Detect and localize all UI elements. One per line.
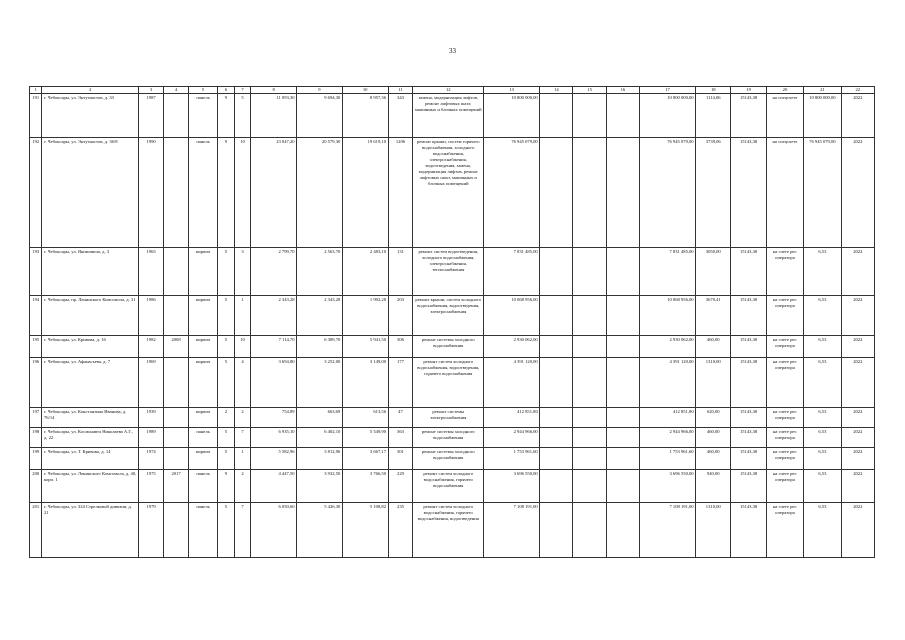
cell-e3 [606,137,639,247]
cell-en: 2 [234,469,251,502]
cell-ppl: 306 [388,335,413,357]
cell-y2 [164,407,189,427]
header-cell-18: 18 [696,87,731,94]
cell-y1: 1987 [139,93,164,137]
cell-a3: 3 766,50 [342,469,388,502]
cell-y1: 1986 [139,295,164,335]
cell-work: ремонт систем водоотведения, холодного водоснабжения, электроснабжения, теплоснабжения [413,247,484,295]
cell-c21: 6,53 [804,502,841,557]
cell-en: 10 [234,335,251,357]
cell-a3: 3 667,17 [342,447,388,469]
cell-c21: 6,53 [804,469,841,502]
cell-en: 5 [234,93,251,137]
cell-e1 [540,469,573,502]
cell-c18: 460,00 [696,427,731,447]
cell-ppl: 229 [388,469,413,502]
table-row [30,247,875,295]
cell-mat: кирпич [189,447,218,469]
cell-a2: 2 563,70 [297,247,343,295]
cell-fl: 5 [218,427,235,447]
cell-c18: 1310,00 [696,357,731,407]
header-cell-13: 13 [484,87,540,94]
cell-c19: 15143,38 [731,502,766,557]
cell-c22: 2022 [841,335,874,357]
cell-c20: на счете рег. оператора [766,357,803,407]
cell-c20: на спецсчете [766,93,803,137]
cell-a1: 5 582,96 [251,447,297,469]
cell-addr: г. Чебоксары, ул. Афанасьева, д. 7 [42,357,139,407]
table-row [30,469,875,502]
header-cell-5: 5 [189,87,218,94]
header-cell-8: 8 [251,87,297,94]
cell-c22: 2022 [841,447,874,469]
header-cell-22: 22 [841,87,874,94]
cell-en: 4 [234,357,251,407]
cell-addr: г. Чебоксары, пр. Ленинского Комсомола, д. 31 [42,295,139,335]
cell-e3 [606,357,639,407]
cell-e2 [573,447,606,469]
header-cell-7: 7 [234,87,251,94]
cell-c18: 940,00 [696,469,731,502]
cell-mat: кирпич [189,295,218,335]
cell-addr: г. Чебоксары, ул. Кривова, д. 16 [42,335,139,357]
cell-c21: 6,53 [804,407,841,427]
cell-y2 [164,502,189,557]
cell-c19: 15143,38 [731,247,766,295]
cell-y1: 1990 [139,137,164,247]
table-body [30,93,875,557]
header-cell-11: 11 [388,87,413,94]
cell-y2 [164,357,189,407]
header-cell-10: 10 [342,87,388,94]
cell-c19: 15143,38 [731,357,766,407]
cell-en: 7 [234,502,251,557]
cell-y1: 1974 [139,447,164,469]
table-row [30,93,875,137]
cell-n: 198 [30,427,42,447]
cell-n: 191 [30,93,42,137]
cell-work: замена, модернизация лифтов, ремонт лифтовых шахт, машинных и блочных помещений [413,93,484,137]
cell-a3: 8 957,36 [342,93,388,137]
table-row [30,137,875,247]
cell-c22: 2022 [841,407,874,427]
cell-mat: кирпич [189,247,218,295]
cell-a2: 9 694,30 [297,93,343,137]
cell-c17: 2 930 062,00 [639,335,695,357]
cell-a1: 23 047,20 [251,137,297,247]
cell-e3 [606,93,639,137]
cell-c22: 2022 [841,357,874,407]
capital-repair-table [29,86,875,558]
cell-y2 [164,137,189,247]
cell-cost: 2 944 966,00 [484,427,540,447]
cell-c18: 1114,06 [696,93,731,137]
cell-y2 [164,247,189,295]
cell-e2 [573,137,606,247]
header-cell-15: 15 [573,87,606,94]
cell-fl: 2 [218,407,235,427]
cell-c22: 2022 [841,295,874,335]
cell-cost: 10 068 956,00 [484,295,540,335]
cell-a1: 4 447,50 [251,469,297,502]
cell-c17: 76 945 079,00 [639,137,695,247]
cell-mat: кирпич [189,335,218,357]
cell-n: 196 [30,357,42,407]
cell-a2: 663,69 [297,407,343,427]
cell-addr: г. Чебоксары, ул. Энтузиастов, д. 36/8 [42,137,139,247]
cell-c22: 2022 [841,427,874,447]
cell-e3 [606,447,639,469]
cell-n: 195 [30,335,42,357]
cell-fl: 5 [218,357,235,407]
cell-c19: 15143,38 [731,447,766,469]
cell-work: ремонт крыши, систем холодного водоснабжения, водоотведения, электроснабжения [413,295,484,335]
table-row [30,335,875,357]
cell-c17: 1 753 961,60 [639,447,695,469]
cell-mat: панель [189,137,218,247]
cell-ppl: 1206 [388,137,413,247]
cell-a3: 3 149,00 [342,357,388,407]
header-cell-12: 12 [413,87,484,94]
cell-c18: 460,00 [696,335,731,357]
cell-ppl: 235 [388,502,413,557]
cell-c17: 412 851,80 [639,407,695,427]
cell-y2 [164,295,189,335]
header-cell-19: 19 [731,87,766,94]
cell-fl: 5 [218,295,235,335]
cell-cost: 7 831 485,00 [484,247,540,295]
cell-c18: 460,00 [696,447,731,469]
cell-a1: 6 935,10 [251,427,297,447]
cell-ppl: 301 [388,447,413,469]
cell-work: ремонт систем холодного водоснабжения, горячего водоснабжения [413,469,484,502]
cell-c19: 15143,38 [731,93,766,137]
cell-e1 [540,295,573,335]
cell-c20: на счете рег. оператора [766,335,803,357]
cell-n: 193 [30,247,42,295]
cell-e1 [540,93,573,137]
cell-addr: г. Чебоксары, ул. Константина Иванова, д. 76/14 [42,407,139,427]
header-cell-3: 3 [139,87,164,94]
cell-y1: 1965 [139,247,164,295]
cell-a3: 1 992,28 [342,295,388,335]
table-row [30,427,875,447]
header-cell-16: 16 [606,87,639,94]
cell-n: 199 [30,447,42,469]
cell-n: 194 [30,295,42,335]
cell-n: 201 [30,502,42,557]
cell-work: ремонт крыши, систем горячего водоснабжения, холодного водоснабжения, электроснабжения, водоотведения, замена, модернизация лифтов, ремонт лифтовых шахт, машинных и блочных помещений [413,137,484,247]
header-cell-21: 21 [804,87,841,94]
cell-c21: 6,53 [804,357,841,407]
cell-y2 [164,427,189,447]
cell-cost: 4 391 120,00 [484,357,540,407]
cell-a3: 5 108,82 [342,502,388,557]
cell-en: 1 [234,295,251,335]
cell-cost: 7 108 191,00 [484,502,540,557]
cell-fl: 5 [218,447,235,469]
cell-c17: 10 068 956,00 [639,295,695,335]
cell-fl: 9 [218,137,235,247]
cell-e3 [606,469,639,502]
cell-a1: 754,89 [251,407,297,427]
page-number: 33 [449,47,456,55]
cell-a2: 3 252,00 [297,357,343,407]
cell-e1 [540,427,573,447]
cell-addr: г. Чебоксары, ул. Якимовича, д. 3 [42,247,139,295]
cell-c22: 2022 [841,502,874,557]
cell-c19: 15143,38 [731,407,766,427]
cell-e2 [573,357,606,407]
cell-c22: 2022 [841,469,874,502]
cell-c21: 76 945 079,00 [804,137,841,247]
cell-c20: на счете рег. оператора [766,427,803,447]
cell-ppl: 363 [388,427,413,447]
cell-c19: 15143,38 [731,137,766,247]
cell-a2: 2 343,28 [297,295,343,335]
cell-work: ремонт системы электроснабжения [413,407,484,427]
cell-en: 7 [234,427,251,447]
cell-c18: 3670,41 [696,295,731,335]
cell-a3: 5 941,50 [342,335,388,357]
cell-e2 [573,469,606,502]
cell-a1: 2 799,70 [251,247,297,295]
cell-e3 [606,407,639,427]
cell-work: ремонт системы холодного водоснабжения [413,335,484,357]
cell-fl: 5 [218,335,235,357]
cell-c20: на счете рег. оператора [766,447,803,469]
cell-ppl: 47 [388,407,413,427]
header-cell-6: 6 [218,87,235,94]
cell-a2: 6 389,70 [297,335,343,357]
cell-a3: 2 483,10 [342,247,388,295]
cell-e1 [540,137,573,247]
cell-e2 [573,247,606,295]
cell-c21: 6,53 [804,427,841,447]
cell-addr: г. Чебоксары, ул. Энтузиастов, д. 33 [42,93,139,137]
cell-a1: 3 694,80 [251,357,297,407]
cell-c19: 15143,38 [731,427,766,447]
cell-c17: 7 831 485,00 [639,247,695,295]
cell-e3 [606,427,639,447]
cell-c21: 10 800 000,00 [804,93,841,137]
cell-cost: 1 753 961,60 [484,447,540,469]
cell-addr: г. Чебоксары, ул. Ленинского Комсомола, д. 40, корп. 1 [42,469,139,502]
cell-y2 [164,93,189,137]
cell-a2: 20 579,30 [297,137,343,247]
table-row [30,407,875,427]
cell-e2 [573,407,606,427]
cell-cost: 2 930 062,00 [484,335,540,357]
cell-a3: 5 549,90 [342,427,388,447]
cell-e1 [540,502,573,557]
cell-e2 [573,427,606,447]
cell-a2: 6 402,10 [297,427,343,447]
cell-en: 3 [234,247,251,295]
cell-c20: на спецсчете [766,137,803,247]
cell-work: ремонт системы холодного водоснабжения [413,447,484,469]
cell-en: 10 [234,137,251,247]
cell-c21: 6,53 [804,335,841,357]
cell-c19: 15143,38 [731,469,766,502]
header-cell-4: 4 [164,87,189,94]
cell-c20: на счете рег. оператора [766,295,803,335]
cell-y1: 1989 [139,427,164,447]
cell-c21: 6,53 [804,447,841,469]
table-row [30,502,875,557]
cell-e3 [606,502,639,557]
cell-a1: 11 093,30 [251,93,297,137]
cell-c21: 6,53 [804,295,841,335]
cell-e3 [606,335,639,357]
cell-y1: 1979 [139,502,164,557]
cell-c22: 2022 [841,247,874,295]
header-cell-2: 2 [42,87,139,94]
cell-mat: кирпич [189,407,218,427]
cell-c20: на счете рег. оператора [766,247,803,295]
table-header [30,87,875,94]
cell-e2 [573,295,606,335]
cell-cost: 76 945 079,00 [484,137,540,247]
cell-e3 [606,247,639,295]
cell-c20: на счете рег. оператора [766,469,803,502]
cell-c17: 4 391 120,00 [639,357,695,407]
cell-addr: г. Чебоксары, ул. 324 Стрелковой дивизии, д. 21 [42,502,139,557]
cell-c17: 7 108 191,00 [639,502,695,557]
cell-c17: 3 696 550,00 [639,469,695,502]
cell-a3: 19 619,10 [342,137,388,247]
cell-fl: 9 [218,469,235,502]
cell-n: 200 [30,469,42,502]
cell-cost: 10 800 000,00 [484,93,540,137]
cell-en: 1 [234,447,251,469]
cell-e1 [540,357,573,407]
header-cell-9: 9 [297,87,343,94]
cell-y1: 1939 [139,407,164,427]
cell-a2: 5 426,30 [297,502,343,557]
cell-y1: 1982 [139,335,164,357]
cell-ppl: 131 [388,247,413,295]
cell-n: 197 [30,407,42,427]
cell-c21: 6,53 [804,247,841,295]
cell-work: ремонт систем холодного водоснабжения, водоотведения, горячего водоснабжения [413,357,484,407]
cell-mat: панель [189,427,218,447]
cell-mat: панель [189,469,218,502]
cell-e2 [573,502,606,557]
cell-a1: 7 114,70 [251,335,297,357]
cell-ppl: 343 [388,93,413,137]
cell-work: ремонт системы холодного водоснабжения [413,427,484,447]
cell-en: 2 [234,407,251,427]
cell-c18: 620,00 [696,407,731,427]
cell-a2: 3 932,50 [297,469,343,502]
cell-e2 [573,335,606,357]
cell-e1 [540,247,573,295]
cell-c18: 3050,00 [696,247,731,295]
cell-e1 [540,447,573,469]
cell-a3: 613,56 [342,407,388,427]
header-cell-14: 14 [540,87,573,94]
cell-a2: 3 812,96 [297,447,343,469]
cell-y1: 1975 [139,469,164,502]
cell-mat: кирпич [189,357,218,407]
cell-cost: 412 851,80 [484,407,540,427]
cell-c19: 15143,38 [731,295,766,335]
cell-mat: панель [189,502,218,557]
cell-a1: 6 050,60 [251,502,297,557]
cell-c18: 1310,00 [696,502,731,557]
cell-c17: 10 800 000,00 [639,93,695,137]
table-row [30,295,875,335]
cell-a1: 2 343,28 [251,295,297,335]
cell-e2 [573,93,606,137]
cell-y2: 2008 [164,335,189,357]
cell-c22: 2022 [841,137,874,247]
cell-c19: 15143,38 [731,335,766,357]
cell-mat: панель [189,93,218,137]
cell-n: 192 [30,137,42,247]
cell-fl: 5 [218,247,235,295]
table-row [30,447,875,469]
header-cell-20: 20 [766,87,803,94]
cell-work: ремонт систем холодного водоснабжения, горячего водоснабжения, водоотведения [413,502,484,557]
cell-addr: г. Чебоксары, ул. Космонавта Николаева А.Г., д. 22 [42,427,139,447]
cell-c20: на счете рег. оператора [766,407,803,427]
cell-e1 [540,407,573,427]
cell-addr: г. Чебоксары, ул. Т. Кривова, д. 14 [42,447,139,469]
header-cell-17: 17 [639,87,695,94]
cell-ppl: 177 [388,357,413,407]
cell-c20: на счете рег. оператора [766,502,803,557]
header-cell-1: 1 [30,87,42,94]
cell-fl: 5 [218,502,235,557]
cell-e3 [606,295,639,335]
cell-ppl: 203 [388,295,413,335]
table-row [30,357,875,407]
cell-y2 [164,447,189,469]
cell-y1: 1969 [139,357,164,407]
cell-c17: 2 944 966,00 [639,427,695,447]
cell-e1 [540,335,573,357]
cell-c22: 2022 [841,93,874,137]
cell-c18: 3739,06 [696,137,731,247]
cell-y2: 2017 [164,469,189,502]
cell-fl: 9 [218,93,235,137]
cell-cost: 3 696 550,00 [484,469,540,502]
